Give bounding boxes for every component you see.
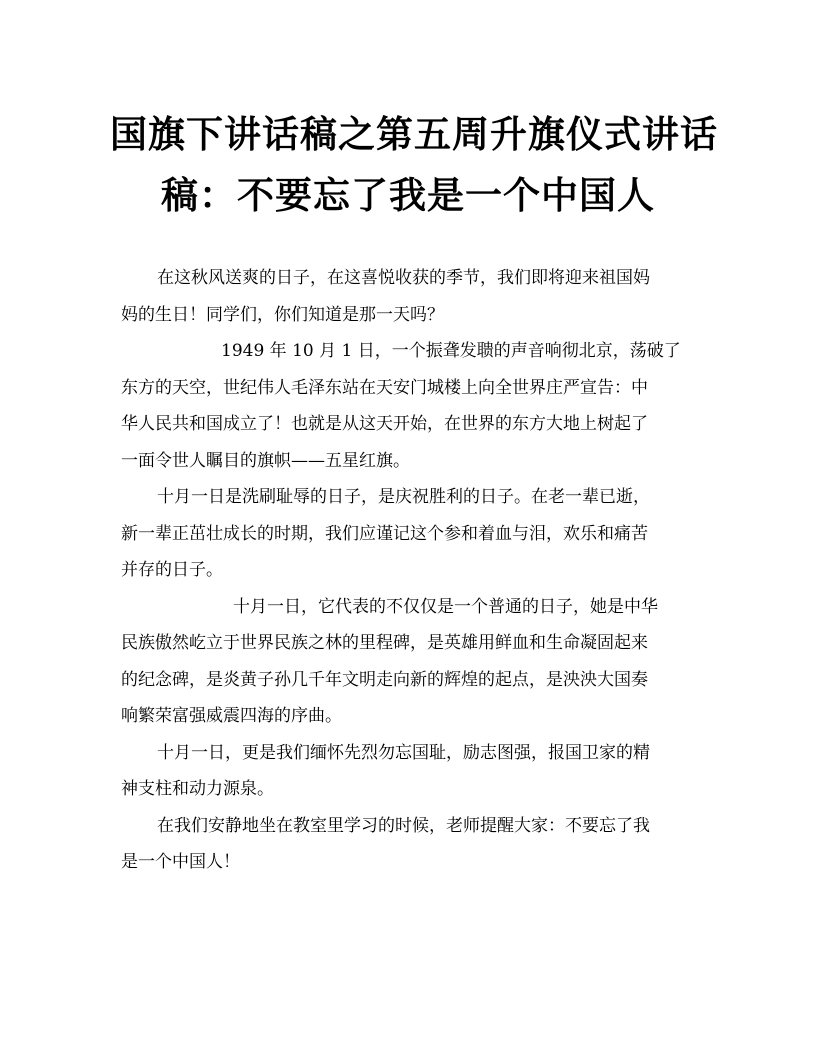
paragraph-line: 的纪念碑，是炎黄子孙几千年文明走向新的辉煌的起点，是泱泱大国奏 [121,669,648,690]
paragraph-line: 新一辈正茁壮成长的时期，我们应谨记这个参和着血与泪，欢乐和痛苦 [121,523,648,544]
paragraph-2 [121,333,699,479]
paragraph-line: 十月一日是洗刷耻辱的日子，是庆祝胜利的日子。在老一辈已逝， [157,487,650,507]
title-line: 稿：不要忘了我是一个中国人 [161,173,655,217]
paragraph-line: 神支柱和动力源泉。 [121,779,274,799]
paragraph-5 [121,735,699,808]
paragraph-line: 在这秋风送爽的日子，在这喜悦收获的季节，我们即将迎来祖国妈 [157,268,650,288]
paragraph-line: 并存的日子。 [121,560,223,580]
paragraph-line: 一面令世人瞩目的旗帜——五星红旗。 [121,450,410,471]
document-body [121,260,699,881]
title-line: 国旗下讲话稿之第五周升旗仪式讲话 [110,112,718,156]
document-title [110,104,718,226]
paragraph-line: 1949 年 10 月 1 日，一个振聋发聩的声音响彻北京，荡破了 [221,341,681,361]
paragraph-line: 民族傲然屹立于世界民族之林的里程碑，是英雄用鲜血和生命凝固起来 [121,633,648,653]
paragraph-line: 东方的天空，世纪伟人毛泽东站在天安门城楼上向全世界庄严宣告：中 [121,377,648,398]
paragraph-4 [121,589,699,735]
paragraph-1 [121,260,699,333]
paragraph-line: 十月一日，更是我们缅怀先烈勿忘国耻，励志图强，报国卫家的精 [157,742,650,763]
paragraph-line: 华人民共和国成立了！也就是从这天开始，在世界的东方大地上树起了 [121,414,648,434]
paragraph-line: 在我们安静地坐在教室里学习的时候，老师提醒大家：不要忘了我 [157,815,650,836]
paragraph-line: 妈的生日！同学们，你们知道是那一天吗？ [121,304,444,325]
paragraph-3 [121,479,699,589]
paragraph-line: 是一个中国人！ [121,852,240,872]
paragraph-6 [121,808,699,881]
paragraph-line: 响繁荣富强威震四海的序曲。 [121,706,342,726]
paragraph-line: 十月一日，它代表的不仅仅是一个普通的日子，她是中华 [233,596,658,617]
